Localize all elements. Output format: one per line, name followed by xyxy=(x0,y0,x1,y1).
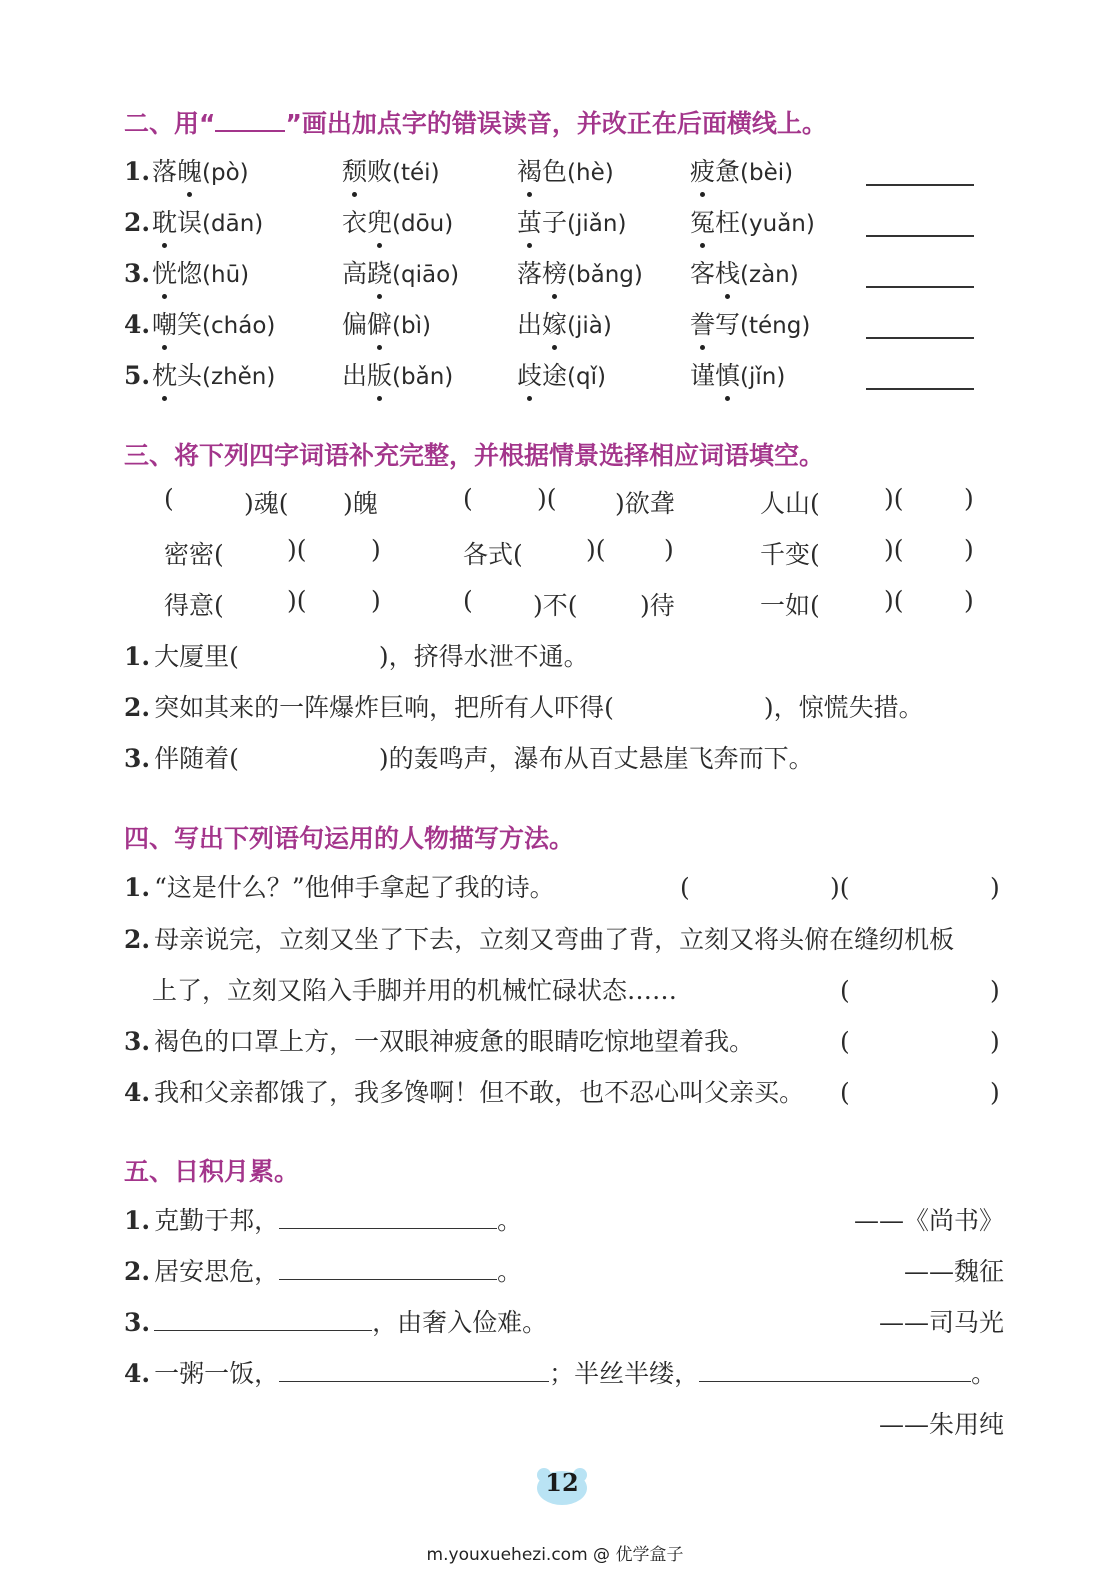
dotted-char: 疲 xyxy=(690,152,715,192)
bracket-open: ( xyxy=(840,1027,850,1056)
idiom-fragment: )( xyxy=(586,535,606,564)
answer-line xyxy=(866,235,974,237)
pronunciation-row xyxy=(124,305,1004,345)
item-text: 褐色的口罩上方，一双眼神疲惫的眼睛吃惊地望着我。 xyxy=(154,1027,755,1056)
idiom-fragment: )不( xyxy=(533,591,578,620)
fill-sentence xyxy=(124,688,1004,728)
section2-title-post: ”画出加点字的错误读音，并改正在后面横线上。 xyxy=(285,109,827,138)
pinyin: (téng) xyxy=(740,313,811,339)
pinyin: (jià) xyxy=(567,313,612,339)
item-number: 4. xyxy=(124,310,151,339)
description-item xyxy=(124,868,1004,908)
word-item xyxy=(152,254,249,295)
pronunciation-row xyxy=(124,203,1004,243)
item-number: 2. xyxy=(124,925,151,954)
idiom-fragment: ) xyxy=(371,586,381,615)
pinyin: (bì) xyxy=(392,313,431,339)
item-text: 母亲说完，立刻又坐了下去，立刻又弯曲了背，立刻又将头俯在缝纫机板 xyxy=(154,925,955,954)
idiom-fragment: )魄 xyxy=(343,489,378,518)
word-char: 落 xyxy=(152,157,178,186)
quote-text: 克勤于邦， xyxy=(154,1206,280,1235)
word-char: 色 xyxy=(542,157,568,186)
pronunciation-row xyxy=(124,152,1004,192)
sentence-text: 伴随着( xyxy=(154,744,239,773)
section2-title-pre: 二、用“ xyxy=(124,109,216,138)
pinyin: (dān) xyxy=(202,211,264,237)
dotted-char: 茧 xyxy=(517,203,542,243)
answer-line xyxy=(866,388,974,390)
idiom-fragment: ) xyxy=(964,586,974,615)
dotted-char: 跷 xyxy=(367,254,392,294)
quote-text: 。 xyxy=(497,1257,523,1286)
word-char: 惫 xyxy=(715,157,741,186)
fill-sentence xyxy=(124,637,1004,677)
item-number: 3. xyxy=(124,259,151,288)
footer-watermark: m.youxuehezi.com @ 优学盒子 xyxy=(426,1545,684,1565)
answer-line xyxy=(699,1359,971,1382)
word-item xyxy=(342,152,440,193)
word-char: 误 xyxy=(177,208,203,237)
answer-line xyxy=(866,184,974,186)
dotted-char: 僻 xyxy=(367,305,392,345)
word-item xyxy=(517,356,606,397)
word-char: 落 xyxy=(517,259,543,288)
word-item xyxy=(342,203,453,244)
description-item xyxy=(124,1073,1004,1113)
item-number: 1. xyxy=(124,873,151,902)
idiom-fragment: ( xyxy=(463,586,473,615)
section3-title: 三、将下列四字词语补充完整，并根据情景选择相应词语填空。 xyxy=(124,441,825,470)
quote-text: 一粥一饭， xyxy=(154,1359,280,1388)
section2-title xyxy=(124,104,827,140)
bracket-open: ( xyxy=(680,873,690,902)
dotted-char: 兜 xyxy=(367,203,392,243)
word-item xyxy=(152,203,263,244)
word-item xyxy=(342,305,431,346)
item-number: 3. xyxy=(124,1027,151,1056)
dotted-char: 魄 xyxy=(177,152,202,192)
idiom-fragment: 一如( xyxy=(760,591,820,620)
idiom-fragment: 人山( xyxy=(760,489,820,518)
quote-source: ——《尚书》 xyxy=(853,1206,1004,1235)
word-char: 客 xyxy=(690,259,716,288)
item-number: 1. xyxy=(124,642,151,671)
pinyin: (zàn) xyxy=(740,262,799,288)
bracket-mid: )( xyxy=(830,873,850,902)
bracket-open: ( xyxy=(840,1078,850,1107)
idiom-fragment: )( xyxy=(537,484,557,513)
word-char: 枉 xyxy=(715,208,741,237)
idiom-fragment: 得意( xyxy=(164,591,224,620)
dotted-char: 慎 xyxy=(715,356,740,396)
pinyin: (zhěn) xyxy=(202,364,276,390)
quote-text: ，由奢入俭难。 xyxy=(372,1308,548,1337)
item-number: 5. xyxy=(124,361,151,390)
quote-item xyxy=(124,1252,1004,1292)
pronunciation-row xyxy=(124,356,1004,396)
dotted-char: 耽 xyxy=(152,203,177,243)
dotted-char: 枕 xyxy=(152,356,177,396)
pinyin: (bèi) xyxy=(740,160,794,186)
word-item xyxy=(152,356,275,397)
word-char: 写 xyxy=(715,310,741,339)
idiom-fragment: )( xyxy=(884,484,904,513)
sentence-text: )，挤得水泄不通。 xyxy=(378,642,589,671)
dotted-char: 褐 xyxy=(517,152,542,192)
word-char: 惚 xyxy=(177,259,203,288)
sentence-text: )的轰鸣声，瀑布从百丈悬崖飞奔而下。 xyxy=(378,744,814,773)
word-item xyxy=(517,305,612,346)
item-number: 1. xyxy=(124,1206,151,1235)
pronunciation-row xyxy=(124,254,1004,294)
dotted-char: 恍 xyxy=(152,254,177,294)
item-number: 2. xyxy=(124,693,151,722)
description-item xyxy=(124,971,1004,1011)
item-number: 2. xyxy=(124,1257,151,1286)
section4-title: 四、写出下列语句运用的人物描写方法。 xyxy=(124,824,575,853)
bracket-close: ) xyxy=(990,1078,1000,1107)
quote-text: 居安思危， xyxy=(154,1257,280,1286)
item-number: 4. xyxy=(124,1359,151,1388)
idiom-fragment: )( xyxy=(287,586,307,615)
word-char: 偏 xyxy=(342,310,368,339)
quote-source-line xyxy=(124,1405,1004,1445)
item-number: 4. xyxy=(124,1078,151,1107)
sentence-text: 突如其来的一阵爆炸巨响，把所有人吓得( xyxy=(154,693,614,722)
word-item xyxy=(690,305,810,346)
fill-sentence xyxy=(124,739,1004,779)
idiom-fragment: ) xyxy=(964,484,974,513)
pinyin: (jǐn) xyxy=(740,364,786,390)
pinyin: (hū) xyxy=(202,262,250,288)
dotted-char: 歧 xyxy=(517,356,542,396)
word-item xyxy=(690,356,785,397)
item-number: 3. xyxy=(124,744,151,773)
word-item xyxy=(690,254,799,295)
quote-source: ——司马光 xyxy=(878,1308,1004,1337)
idiom-fragment: ( xyxy=(463,484,473,513)
answer-line xyxy=(866,337,974,339)
word-char: 高 xyxy=(342,259,368,288)
idiom-fragment: )欲聋 xyxy=(615,489,675,518)
answer-line xyxy=(866,286,974,288)
idiom-fragment: )( xyxy=(884,535,904,564)
item-number: 3. xyxy=(124,1308,151,1337)
word-char: 败 xyxy=(367,157,393,186)
bracket-close: ) xyxy=(990,976,1000,1005)
idiom-fragment: )( xyxy=(884,586,904,615)
idiom-fragment: 密密( xyxy=(164,540,224,569)
quote-source: ——魏征 xyxy=(903,1257,1004,1286)
dotted-char: 誊 xyxy=(690,305,715,345)
description-item xyxy=(124,1022,1004,1062)
item-text: “这是什么？”他伸手拿起了我的诗。 xyxy=(154,873,555,902)
underline-sample xyxy=(215,116,285,132)
idiom-fragment: ) xyxy=(371,535,381,564)
idiom-fragment: ) xyxy=(964,535,974,564)
description-item xyxy=(124,920,1004,960)
item-text: 上了，立刻又陷入手脚并用的机械忙碌状态…… xyxy=(152,976,678,1005)
idiom-fragment: 各式( xyxy=(463,540,523,569)
dotted-char: 冤 xyxy=(690,203,715,243)
bracket-close: ) xyxy=(990,873,1000,902)
idiom-fragment: 千变( xyxy=(760,540,820,569)
answer-line xyxy=(279,1206,497,1229)
word-item xyxy=(690,152,793,193)
bracket-close: ) xyxy=(990,1027,1000,1056)
word-char: 谨 xyxy=(690,361,716,390)
item-number: 1. xyxy=(124,157,151,186)
dotted-char: 版 xyxy=(367,356,392,396)
item-text: 我和父亲都饿了，我多馋啊！但不敢，也不忍心叫父亲买。 xyxy=(154,1078,805,1107)
quote-text: ；半丝半缕， xyxy=(549,1359,700,1388)
answer-line xyxy=(279,1359,549,1382)
dotted-char: 嘲 xyxy=(152,305,177,345)
word-item xyxy=(152,305,275,346)
pinyin: (hè) xyxy=(567,160,614,186)
idiom-fragment: )( xyxy=(287,535,307,564)
bracket-open: ( xyxy=(840,976,850,1005)
quote-item xyxy=(124,1303,1004,1343)
word-item xyxy=(517,254,643,295)
pinyin: (bǎng) xyxy=(567,262,643,288)
quote-text: 。 xyxy=(971,1359,997,1388)
idiom-fragment: )待 xyxy=(640,591,675,620)
pinyin: (qiāo) xyxy=(392,262,460,288)
word-char: 子 xyxy=(542,208,568,237)
idiom-fragment: ) xyxy=(664,535,674,564)
pinyin: (pò) xyxy=(202,160,249,186)
pinyin: (dōu) xyxy=(392,211,454,237)
word-item xyxy=(152,152,249,193)
word-item xyxy=(342,356,453,397)
dotted-char: 嫁 xyxy=(542,305,567,345)
pinyin: (bǎn) xyxy=(392,364,454,390)
word-char: 出 xyxy=(342,361,368,390)
pinyin: (jiǎn) xyxy=(567,211,627,237)
pinyin: (téi) xyxy=(392,160,440,186)
quote-text: 。 xyxy=(497,1206,523,1235)
word-char: 出 xyxy=(517,310,543,339)
idiom-fragment: )魂( xyxy=(244,489,289,518)
word-item xyxy=(517,152,614,193)
word-char: 衣 xyxy=(342,208,368,237)
page-number: 12 xyxy=(545,1468,579,1497)
pinyin: (yuǎn) xyxy=(740,211,815,237)
section5-title: 五、日积月累。 xyxy=(124,1157,300,1186)
word-char: 头 xyxy=(177,361,203,390)
sentence-text: 大厦里( xyxy=(154,642,239,671)
quote-source: ——朱用纯 xyxy=(878,1410,1004,1439)
pinyin: (qǐ) xyxy=(567,364,606,390)
word-item xyxy=(517,203,626,244)
answer-line xyxy=(279,1257,497,1280)
quote-item xyxy=(124,1354,1004,1394)
word-item xyxy=(342,254,459,295)
idiom-fragment: ( xyxy=(164,484,174,513)
word-char: 笑 xyxy=(177,310,203,339)
dotted-char: 颓 xyxy=(342,152,367,192)
answer-line xyxy=(154,1308,372,1331)
word-char: 途 xyxy=(542,361,568,390)
pinyin: (cháo) xyxy=(202,313,276,339)
sentence-text: )，惊慌失措。 xyxy=(763,693,924,722)
item-number: 2. xyxy=(124,208,151,237)
quote-item xyxy=(124,1201,1004,1241)
dotted-char: 榜 xyxy=(542,254,567,294)
dotted-char: 栈 xyxy=(715,254,740,294)
word-item xyxy=(690,203,815,244)
